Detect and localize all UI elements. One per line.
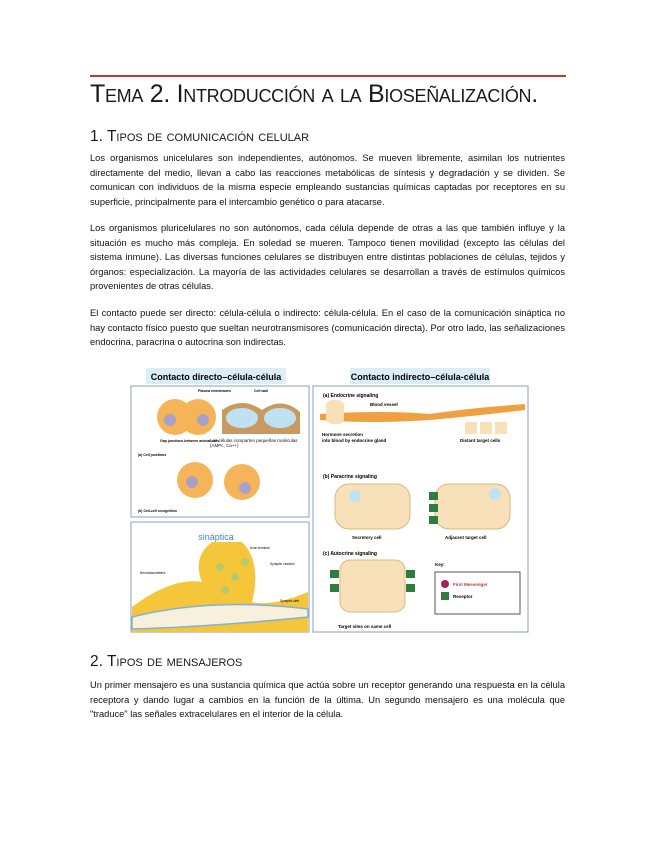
label: Plasma membranes	[198, 389, 231, 393]
label: Neurotransmitters	[140, 571, 166, 575]
label: Secretory cell	[352, 535, 382, 540]
label: Blood vessel	[370, 402, 398, 407]
right-title: Contacto indirecto–célula-célula	[350, 372, 490, 382]
label: Distant target cells	[460, 438, 501, 443]
autocrine-cell	[340, 560, 405, 612]
label: Target sites on same cell	[338, 624, 392, 629]
label: Axon terminal	[250, 546, 270, 550]
label: into blood by endocrine gland	[322, 438, 387, 443]
section-heading-2: 2. Tipos de mensajeros	[90, 653, 243, 670]
paragraph: Los organismos pluricelulares no son autónomos, cada célula depende de otras a las que también influye y la situación es mucho más compleja. En soledad se mueren. Tampoco tienen movilidad (excepto las células del sistema inmune). Las diversas funciones celulares se distribuyen entre distintas poblaciones de células, tejidos y órganos: especialización. La mayoría de las actividades celulares se desarrollan a través de estímulos químicos provenientes de otras células.	[90, 223, 565, 292]
paragraph: Los organismos unicelulares son independientes, autónomos. Se mueven libremente, asimilan los nutrientes directamente del medio, llevan a cabo las reacciones metabólicas de síntesis y degradación y se dividen. Se comunican con individuos de la misma especie empleando sustancias químicas captadas por receptores en su superficie, principalmente para el intercambio genético o para atacarse.	[90, 153, 565, 207]
label: (a) Cell junctions	[138, 453, 167, 457]
label: Synaptic cleft	[280, 599, 299, 603]
label: (a) Endocrine signaling	[323, 393, 379, 399]
label: Receptor	[453, 594, 473, 599]
label: First Messenger	[453, 582, 488, 587]
secretory-cell	[335, 484, 410, 529]
label: (b) Cell-cell recognition	[138, 509, 177, 513]
shared-molecules-label: Las células comparten pequeñas moléculas (AMPc, Ca++)	[210, 438, 298, 449]
label: Cell wall	[254, 389, 269, 393]
label: (c) Autocrine signaling	[323, 551, 377, 557]
paragraph: El contacto puede ser directo: célula-célula o indirecto: célula-célula. En el caso de la comunicación sináptica no hay contacto físico puesto que sueltan neurotransmisores (comunicación directa). Por otro lado, las señalizaciones endocrina, paracrina o autocrina son indirectas.	[90, 308, 565, 348]
label: (b) Paracrine signaling	[323, 474, 377, 480]
label: Synaptic vesicles	[270, 562, 295, 566]
left-title: Contacto directo–célula-célula	[150, 372, 282, 382]
section-heading-1: 1. Tipos de comunicación celular	[90, 128, 310, 145]
label: Gap junctions between animal cells	[160, 439, 220, 443]
label: Hormone secretion	[322, 432, 364, 437]
label: Key:	[435, 562, 445, 567]
synaptic-label: sináptica	[198, 532, 234, 542]
page-title: Tema 2. Introducción a la Bioseñalización.	[90, 80, 538, 108]
label: Adjacent target cell	[445, 535, 487, 540]
cell-communication-figure	[130, 362, 530, 634]
title-rule	[90, 75, 566, 77]
paragraph: Un primer mensajero es una sustancia química que actúa sobre un receptor generando una respuesta en la célula receptora y dando lugar a cambios en la función de la última. Un segundo mensajero es una molécula que "traduce" las señales extracelulares en el interior de la célula.	[90, 680, 565, 720]
